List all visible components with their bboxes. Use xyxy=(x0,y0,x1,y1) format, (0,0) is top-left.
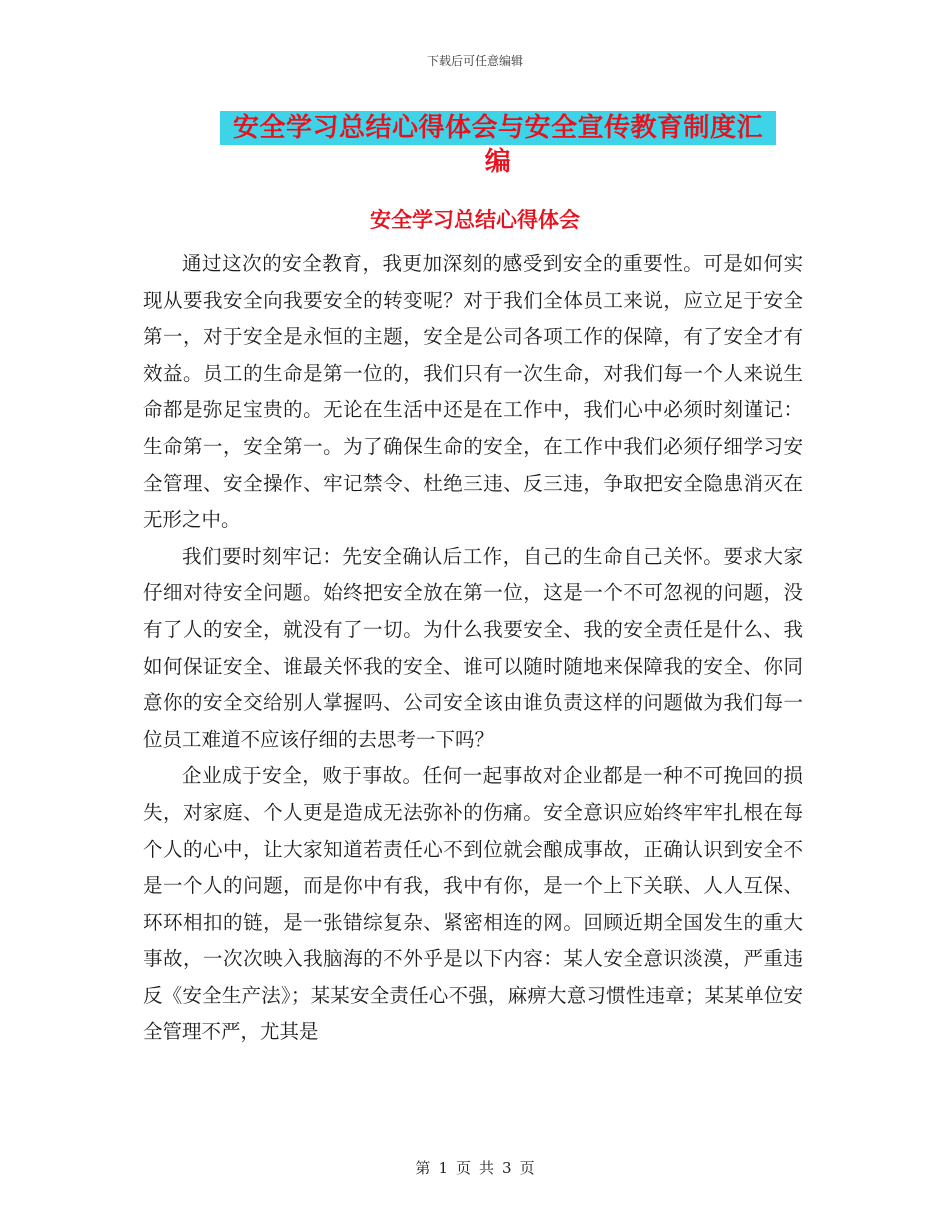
document-title: 安全学习总结心得体会与安全宣传教育制度汇编 xyxy=(220,111,776,145)
section-title: 安全学习总结心得体会 xyxy=(370,208,580,232)
footer-label-total: 共 xyxy=(479,1159,495,1177)
footer-total-pages: 3 xyxy=(502,1159,512,1177)
body-text xyxy=(143,246,803,1051)
header-note: 下载后可任意编辑 xyxy=(426,54,523,68)
footer-label-total-unit: 页 xyxy=(519,1159,535,1177)
footer-label-page-unit: 页 xyxy=(455,1159,471,1177)
footer-current-page: 1 xyxy=(438,1159,448,1177)
page-footer xyxy=(0,1157,950,1178)
footer-label-page: 第 xyxy=(415,1159,431,1177)
paragraph-1: 通过这次的安全教育，我更加深刻的感受到安全的重要性。可是如何实现从要我安全向我要安全的转变呢？对于我们全体员工来说，应立足于安全第一，对于安全是永恒的主题，安全是公司各项工作的保障，有了安全才有效益。员工的生命是第一位的，我们只有一次生命，对我们每一个人来说生命都是弥足宝贵的。无论在生活中还是在工作中，我们心中必须时刻谨记：生命第一，安全第一。为了确保生命的安全，在工作中我们必须仔细学习安全管理、安全操作、牢记禁令、杜绝三违、反三违，争取把安全隐患消灭在无形之中。 xyxy=(143,252,803,532)
paragraph-3: 企业成于安全，败于事故。任何一起事故对企业都是一种不可挽回的损失，对家庭、个人更是造成无法弥补的伤痛。安全意识应始终牢牢扎根在每个人的心中，让大家知道若责任心不到位就会酿成事故，正确认识到安全不是一个人的问题，而是你中有我，我中有你，是一个上下关联、人人互保、环环相扣的链，是一张错综复杂、紧密相连的网。回顾近期全国发生的重大事故，一次次映入我脑海的不外乎是以下内容：某人安全意识淡漠，严重违反《安全生产法》；某某安全责任心不强，麻痹大意习惯性违章；某某单位安全管理不严，尤其是 xyxy=(143,764,803,1044)
paragraph-2: 我们要时刻牢记：先安全确认后工作，自己的生命自己关怀。要求大家仔细对待安全问题。始终把安全放在第一位，这是一个不可忽视的问题，没有了人的安全，就没有了一切。为什么我要安全、我的安全责任是什么、我如何保证安全、谁最关怀我的安全、谁可以随时随地来保障我的安全、你同意你的安全交给别人掌握吗、公司安全该由谁负责这样的问题做为我们每一位员工难道不应该仔细的去思考一下吗？ xyxy=(143,544,803,751)
